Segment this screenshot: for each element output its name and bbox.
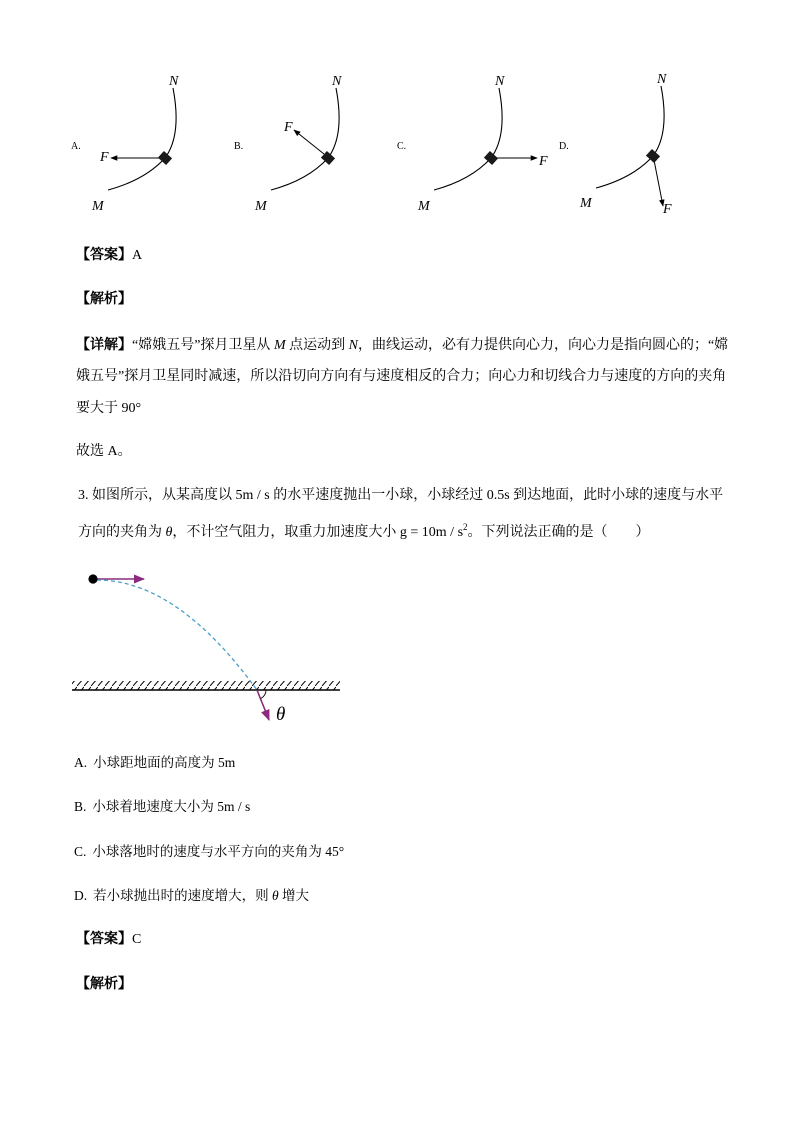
option-text: 小球距地面的高度为 5m: [93, 755, 236, 770]
analysis-q3: [76, 975, 132, 995]
projectile-trajectory: [97, 580, 257, 690]
question-text: 如图所示，从某高度以 5m / s 的水平速度抛出一小球，小球经过 0.5s 到达地面，此时小球的速度与水平: [92, 488, 724, 503]
analysis-tag: 【解析】: [76, 292, 132, 307]
option-c-diagram: [397, 74, 548, 214]
point-n-label: N: [657, 72, 667, 87]
landing-velocity-arrow: [257, 690, 269, 720]
ball: [88, 574, 97, 583]
detail-line-2: 娥五号”探月卫星同时减速，所以沿切向方向有与速度相反的合力；向心力和切线合力与速度的方向的夹角: [76, 369, 727, 384]
option-label: A.: [71, 141, 81, 152]
answer-tag: 【答案】: [76, 248, 132, 263]
option-label: D.: [74, 888, 88, 903]
answer-q3: [76, 930, 141, 950]
projectile-figure: [0, 560, 794, 740]
question-3-line-2: [78, 523, 650, 543]
option-label: D.: [559, 141, 569, 152]
option-a: [74, 753, 235, 773]
option-label: A.: [74, 755, 88, 770]
option-c: [74, 842, 344, 862]
answer-q2: [76, 246, 142, 266]
trajectory-curve: [108, 88, 176, 190]
angle-label: θ: [276, 704, 286, 725]
option-label: B.: [234, 141, 244, 152]
answer-value: C: [132, 932, 142, 947]
force-label: F: [539, 154, 548, 169]
force-label: F: [284, 120, 293, 135]
theta-symbol: θ: [272, 888, 279, 903]
option-label: C.: [74, 844, 87, 859]
detail-text: 点运动到: [285, 338, 349, 353]
detail-line-3: 要大于 90°: [76, 401, 142, 416]
point-n-label: N: [332, 74, 342, 89]
question-text: 方向的夹角为: [78, 525, 166, 540]
option-text: 小球落地时的速度与水平方向的夹角为 45°: [92, 844, 345, 859]
detail-conclusion: 故选 A。: [76, 444, 132, 459]
option-b: [74, 797, 250, 817]
ground-hatching: [72, 681, 340, 690]
detail-line-1: [76, 336, 728, 356]
detail-text: “嫦娥五号”探月卫星从: [132, 338, 274, 353]
question-text: 。下列说法正确的是（ ）: [467, 525, 650, 540]
point-n-label: N: [169, 74, 179, 89]
option-d: [74, 886, 309, 906]
q2-options-figure: [0, 0, 794, 230]
point-m-label: M: [92, 199, 104, 214]
angle-arc: [261, 690, 267, 699]
force-label: F: [100, 150, 109, 165]
point-m: M: [273, 338, 286, 353]
point-m-label: M: [418, 199, 430, 214]
option-a-diagram: [71, 74, 179, 214]
analysis-tag: 【解析】: [76, 977, 132, 992]
analysis-q2: [76, 290, 132, 310]
option-text: 若小球抛出时的速度增大，则: [93, 888, 272, 903]
gravity-expression: g = 10m / s: [399, 525, 464, 540]
point-m-label: M: [580, 196, 592, 211]
point-n-label: N: [495, 74, 505, 89]
option-text: 小球着地速度大小为 5m / s: [92, 799, 251, 814]
question-text: ，不计空气阻力，取重力加速度大小: [172, 525, 400, 540]
detail-tag: 【详解】: [76, 338, 132, 353]
force-label: F: [663, 202, 672, 217]
point-n: N: [348, 338, 358, 353]
trajectory-curve: [434, 88, 502, 190]
exponent: 2: [463, 522, 468, 532]
option-d-diagram: [559, 72, 672, 217]
answer-value: A: [132, 248, 143, 263]
point-m-label: M: [255, 199, 267, 214]
option-b-diagram: [234, 74, 342, 214]
option-label: C.: [397, 141, 407, 152]
question-3-line-1: [78, 486, 723, 506]
force-arrow: [654, 160, 663, 206]
force-arrow: [294, 130, 324, 154]
option-text: 增大: [278, 888, 310, 903]
answer-tag: 【答案】: [76, 932, 132, 947]
detail-text: ，曲线运动，必有力提供向心力，向心力是指向圆心的；“嫦: [357, 338, 729, 353]
question-number: 3.: [78, 488, 89, 503]
trajectory-curve: [596, 86, 664, 188]
option-label: B.: [74, 799, 87, 814]
theta-symbol: θ: [165, 525, 173, 540]
